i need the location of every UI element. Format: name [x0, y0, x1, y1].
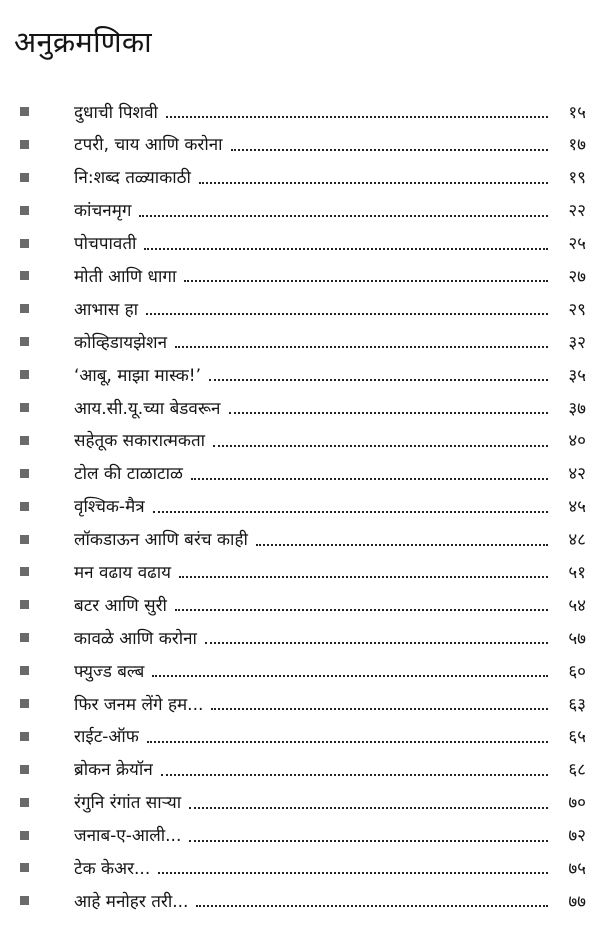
- toc-entry-title: सहेतूक सकारात्मकता: [74, 431, 206, 452]
- toc-entry[interactable]: [0, 259, 600, 292]
- toc-entry-title: कोव्हिडायझेशन: [74, 332, 168, 353]
- square-bullet-icon: [20, 436, 29, 445]
- dot-leader: [209, 379, 548, 381]
- toc-entry-line: [74, 851, 586, 883]
- toc-entry-page-number: ४५: [568, 497, 586, 518]
- toc-entry[interactable]: [0, 588, 600, 621]
- toc-entry[interactable]: [0, 884, 600, 917]
- toc-entry-page-number: ७२: [568, 826, 586, 847]
- toc-entry[interactable]: [0, 654, 600, 687]
- toc-entry-line: [74, 424, 586, 456]
- toc-entry-page-number: ५४: [568, 595, 586, 616]
- page-title: अनुक्रमणिका: [14, 25, 152, 59]
- dot-leader: [175, 609, 548, 611]
- toc-entry-title: बटर आणि सुरी: [74, 595, 167, 616]
- dot-leader: [175, 346, 548, 348]
- square-bullet-icon: [20, 567, 29, 576]
- toc-entry-title: टेक केअर...: [74, 858, 151, 879]
- toc-entry[interactable]: [0, 292, 600, 325]
- square-bullet-icon: [20, 271, 29, 280]
- toc-entry-title: रंगुनि रंगांत साऱ्या: [74, 793, 182, 814]
- toc-entry-page-number: २२: [568, 201, 586, 222]
- toc-entry-title: आभास हा: [74, 299, 139, 320]
- toc-entry-page-number: ४८: [568, 530, 586, 551]
- toc-entry-title: फिर जनम लेंगे हम...: [74, 694, 204, 715]
- dot-leader: [158, 872, 548, 874]
- toc-entry[interactable]: [0, 358, 600, 391]
- dot-leader: [199, 182, 548, 184]
- dot-leader: [152, 675, 548, 677]
- square-bullet-icon: [20, 370, 29, 379]
- toc-entry-title: टोल की टाळाटाळ: [74, 464, 183, 485]
- toc-entry-line: [74, 555, 586, 587]
- toc-entry-title: आय.सी.यू.च्या बेडवरून: [74, 398, 221, 419]
- toc-entry[interactable]: [0, 490, 600, 523]
- toc-entry-page-number: २९: [568, 299, 586, 320]
- dot-leader: [147, 741, 548, 743]
- square-bullet-icon: [20, 798, 29, 807]
- dot-leader: [229, 412, 549, 414]
- dot-leader: [146, 313, 548, 315]
- square-bullet-icon: [20, 107, 29, 116]
- toc-entry-page-number: १५: [568, 102, 586, 123]
- square-bullet-icon: [20, 666, 29, 675]
- toc-entry-page-number: ६३: [568, 694, 586, 715]
- dot-leader: [179, 576, 548, 578]
- toc-entry-page-number: ५७: [568, 628, 586, 649]
- square-bullet-icon: [20, 863, 29, 872]
- toc-entry-title: नि:शब्द तळ्याकाठी: [74, 168, 191, 189]
- toc-entry-page-number: ६८: [568, 760, 586, 781]
- dot-leader: [256, 544, 548, 546]
- toc-entry-page-number: ५१: [568, 562, 586, 583]
- toc-entry[interactable]: [0, 555, 600, 588]
- square-bullet-icon: [20, 633, 29, 642]
- toc-entry[interactable]: [0, 753, 600, 786]
- square-bullet-icon: [20, 469, 29, 478]
- dot-leader: [189, 840, 548, 842]
- toc-entry-title: लॉकडाऊन आणि बरंच काही: [74, 530, 248, 551]
- toc-entry-line: [74, 720, 586, 752]
- toc-entry-line: [74, 819, 586, 851]
- toc-entry-title: वृश्चिक-मैत्र: [74, 497, 145, 518]
- toc-entry[interactable]: [0, 227, 600, 260]
- toc-entry-page-number: ७०: [568, 793, 586, 814]
- dot-leader: [166, 116, 548, 118]
- dot-leader: [184, 280, 548, 282]
- dot-leader: [213, 445, 548, 447]
- toc-entry-line: [74, 161, 586, 193]
- toc-entry[interactable]: [0, 161, 600, 194]
- toc-entry[interactable]: [0, 95, 600, 128]
- toc-entry-line: [74, 588, 586, 620]
- toc-entry-title: मन वढाय वढाय: [74, 562, 171, 583]
- dot-leader: [144, 248, 548, 250]
- toc-entry-title: दुधाची पिशवी: [74, 102, 158, 123]
- toc-entry-line: [74, 753, 586, 785]
- toc-entry-line: [74, 259, 586, 291]
- dot-leader: [191, 478, 548, 480]
- toc-entry-line: [74, 128, 586, 160]
- square-bullet-icon: [20, 831, 29, 840]
- toc-entry-title: फ्युज्ड बल्ब: [74, 661, 145, 682]
- toc-entry-page-number: ६५: [568, 727, 586, 748]
- toc-entry[interactable]: [0, 851, 600, 884]
- dot-leader: [196, 905, 548, 907]
- square-bullet-icon: [20, 140, 29, 149]
- square-bullet-icon: [20, 896, 29, 905]
- toc-entry-line: [74, 325, 586, 357]
- toc-entry-line: [74, 95, 586, 127]
- dot-leader: [205, 642, 548, 644]
- toc-entry-line: [74, 391, 586, 423]
- toc-entry[interactable]: [0, 424, 600, 457]
- toc-entry-title: मोती आणि धागा: [74, 266, 177, 287]
- toc-entry-title: पोचपावती: [74, 234, 137, 255]
- toc-entry-page-number: २५: [568, 234, 586, 255]
- toc-entry-title: ‘आबू, माझा मास्क!’: [74, 365, 201, 386]
- toc-entry-page-number: ३२: [568, 332, 586, 353]
- square-bullet-icon: [20, 765, 29, 774]
- square-bullet-icon: [20, 304, 29, 313]
- toc-entry[interactable]: [0, 720, 600, 753]
- toc-entry[interactable]: [0, 194, 600, 227]
- toc-entry[interactable]: [0, 391, 600, 424]
- dot-leader: [139, 215, 548, 217]
- toc-entry-page-number: ३५: [568, 365, 586, 386]
- toc-entry-page-number: ७५: [568, 858, 586, 879]
- toc-entry[interactable]: [0, 819, 600, 852]
- toc-entry-line: [74, 621, 586, 653]
- toc-entry-line: [74, 292, 586, 324]
- toc-entry-line: [74, 523, 586, 555]
- toc-entry[interactable]: [0, 786, 600, 819]
- toc-entry[interactable]: [0, 523, 600, 556]
- square-bullet-icon: [20, 173, 29, 182]
- square-bullet-icon: [20, 535, 29, 544]
- toc-entry-line: [74, 194, 586, 226]
- toc-entry-line: [74, 490, 586, 522]
- toc-entry-title: आहे मनोहर तरी...: [74, 891, 189, 912]
- square-bullet-icon: [20, 239, 29, 248]
- toc-entry-page-number: ६०: [568, 661, 586, 682]
- toc-entry-page-number: ३७: [568, 398, 586, 419]
- toc-entry-page-number: ४०: [568, 431, 586, 452]
- toc-entry-title: जनाब-ए-आली...: [74, 826, 182, 847]
- toc-entry-title: राईट-ऑफ: [74, 727, 139, 748]
- toc-entry-line: [74, 786, 586, 818]
- dot-leader: [153, 511, 548, 513]
- toc-entry-title: कांचनमृग: [74, 201, 132, 222]
- toc-entry-line: [74, 654, 586, 686]
- toc-entry-title: ब्रोकन क्रेयॉन: [74, 760, 153, 781]
- toc-entry-line: [74, 358, 586, 390]
- dot-leader: [189, 807, 548, 809]
- toc-list: [0, 95, 600, 917]
- toc-entry-page-number: १९: [568, 168, 586, 189]
- toc-entry-page-number: २७: [568, 266, 586, 287]
- toc-entry[interactable]: [0, 325, 600, 358]
- toc-entry[interactable]: [0, 457, 600, 490]
- toc-entry[interactable]: [0, 621, 600, 654]
- toc-entry-title: कावळे आणि करोना: [74, 628, 197, 649]
- square-bullet-icon: [20, 403, 29, 412]
- toc-entry[interactable]: [0, 128, 600, 161]
- dot-leader: [231, 149, 548, 151]
- square-bullet-icon: [20, 699, 29, 708]
- toc-entry-title: टपरी, चाय आणि करोना: [74, 135, 223, 156]
- square-bullet-icon: [20, 337, 29, 346]
- toc-entry-line: [74, 457, 586, 489]
- square-bullet-icon: [20, 206, 29, 215]
- square-bullet-icon: [20, 502, 29, 511]
- toc-entry-page-number: ७७: [568, 891, 586, 912]
- toc-entry-page-number: ४२: [568, 464, 586, 485]
- dot-leader: [211, 708, 548, 710]
- toc-entry-line: [74, 227, 586, 259]
- square-bullet-icon: [20, 600, 29, 609]
- toc-entry[interactable]: [0, 687, 600, 720]
- toc-entry-page-number: १७: [568, 135, 586, 156]
- square-bullet-icon: [20, 732, 29, 741]
- toc-entry-line: [74, 884, 586, 916]
- dot-leader: [161, 774, 548, 776]
- toc-entry-line: [74, 687, 586, 719]
